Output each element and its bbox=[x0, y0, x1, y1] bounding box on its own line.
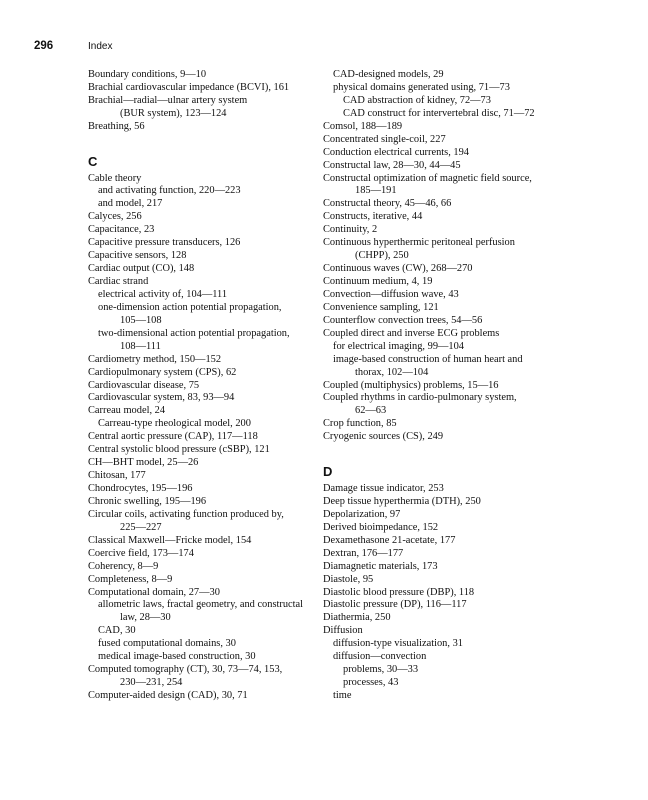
index-entry: Coupled direct and inverse ECG problems bbox=[323, 327, 500, 339]
index-entry: Convenience sampling, 121 bbox=[323, 301, 439, 313]
index-entry: Boundary conditions, 9—10 bbox=[88, 69, 207, 80]
index-entry: Brachial cardiovascular impedance (BCVI), 161 bbox=[88, 81, 290, 93]
index-entry: Cardiometry method, 150—152 bbox=[88, 353, 222, 365]
index-entry: Continuous hyperthermic peritoneal perfusion bbox=[323, 237, 515, 249]
index-entry-continuation: 105—108 bbox=[120, 314, 162, 326]
index-subentry: for electrical imaging, 99—104 bbox=[333, 340, 464, 352]
index-entry: Circular coils, activating function produced by, bbox=[88, 508, 284, 520]
index-subentry: time bbox=[333, 690, 352, 702]
index-entry-continuation: (BUR system), 123—124 bbox=[120, 107, 227, 119]
index-entry-continuation: 62—63 bbox=[355, 405, 387, 417]
index-entry: Capacitive pressure transducers, 126 bbox=[88, 237, 241, 249]
index-entry: Coherency, 8—9 bbox=[88, 560, 159, 572]
index-entry: Capacitance, 23 bbox=[88, 224, 155, 236]
index-entry: Computer-aided design (CAD), 30, 71 bbox=[88, 690, 248, 702]
index-entry: Chondrocytes, 195—196 bbox=[88, 483, 193, 495]
index-subentry: diffusion—convection bbox=[333, 651, 427, 663]
index-entry-continuation: thorax, 102—104 bbox=[355, 366, 429, 378]
index-entry: Coupled (multiphysics) problems, 15—16 bbox=[323, 379, 499, 391]
index-entry: Concentrated single-coil, 227 bbox=[323, 133, 446, 145]
index-entry: Diastolic blood pressure (DBP), 118 bbox=[323, 586, 475, 598]
index-entry: Continuity, 2 bbox=[323, 224, 378, 236]
index-entry: Diathermia, 250 bbox=[323, 612, 391, 624]
index-entry: Coupled rhythms in cardio-pulmonary system, bbox=[323, 392, 517, 404]
index-subentry: and model, 217 bbox=[98, 198, 163, 210]
index-subentry: electrical activity of, 104—111 bbox=[98, 288, 228, 300]
running-head: Index bbox=[88, 41, 113, 52]
index-entry: CH—BHT model, 25—26 bbox=[88, 457, 199, 469]
index-subentry: CAD, 30 bbox=[98, 625, 136, 637]
index-entry: Computational domain, 27—30 bbox=[88, 586, 220, 598]
index-entry: Cable theory bbox=[88, 172, 142, 184]
index-entry: Capacitive sensors, 128 bbox=[88, 250, 187, 262]
index-entry: Cardiovascular system, 83, 93—94 bbox=[88, 392, 235, 404]
index-entry: Crop function, 85 bbox=[323, 418, 397, 430]
index-entry-continuation: 225—227 bbox=[120, 521, 162, 533]
index-entry: Constructs, iterative, 44 bbox=[323, 211, 423, 223]
index-entry-continuation: law, 28—30 bbox=[120, 612, 171, 624]
page-number: 296 bbox=[34, 40, 54, 52]
index-entry: Central systolic blood pressure (cSBP), 121 bbox=[88, 444, 270, 456]
index-entry: Continuous waves (CW), 268—270 bbox=[323, 263, 473, 275]
index-entry: Diastole, 95 bbox=[323, 573, 374, 585]
index-subentry: CAD-designed models, 29 bbox=[333, 69, 444, 80]
index-subentry: and activating function, 220—223 bbox=[98, 185, 241, 197]
index-entry: Cardiopulmonary system (CPS), 62 bbox=[88, 366, 237, 378]
index-column-right bbox=[323, 69, 555, 703]
index-entry: Derived bioimpedance, 152 bbox=[323, 521, 439, 533]
index-entry: Brachial—radial—ulnar artery system bbox=[88, 94, 248, 106]
section-gap bbox=[323, 444, 555, 457]
index-entry: Cardiovascular disease, 75 bbox=[88, 379, 200, 391]
index-entry: Cardiac strand bbox=[88, 276, 149, 288]
index-entry: Constructal theory, 45—46, 66 bbox=[323, 198, 452, 210]
index-subentry: CAD abstraction of kidney, 72—73 bbox=[343, 94, 491, 106]
index-subentry: medical image-based construction, 30 bbox=[98, 651, 256, 663]
index-entry: Constructal law, 28—30, 44—45 bbox=[323, 159, 461, 171]
index-entry: Counterflow convection trees, 54—56 bbox=[323, 314, 483, 326]
index-entry: Diastolic pressure (DP), 116—117 bbox=[323, 599, 467, 611]
index-entry: Chronic swelling, 195—196 bbox=[88, 495, 207, 507]
index-entry-continuation: 185—191 bbox=[355, 185, 397, 197]
index-entry: Convection—diffusion wave, 43 bbox=[323, 288, 459, 300]
index-entry: Breathing, 56 bbox=[88, 120, 145, 132]
section-letter: D bbox=[323, 464, 333, 480]
index-subentry: problems, 30—33 bbox=[343, 664, 419, 676]
index-subentry: two-dimensional action potential propagation, bbox=[98, 327, 290, 339]
section-letter: C bbox=[88, 153, 98, 169]
index-entry: Damage tissue indicator, 253 bbox=[323, 483, 444, 495]
index-entry: Constructal optimization of magnetic field source, bbox=[323, 172, 532, 184]
index-subentry: fused computational domains, 30 bbox=[98, 638, 236, 650]
index-entry: Continuum medium, 4, 19 bbox=[323, 276, 433, 287]
index-entry: Chitosan, 177 bbox=[88, 470, 146, 482]
index-entry: Diffusion bbox=[323, 625, 363, 637]
index-subentry: allometric laws, fractal geometry, and constructal bbox=[98, 599, 304, 611]
index-entry-continuation: 230—231, 254 bbox=[120, 677, 183, 689]
index-entry: Calyces, 256 bbox=[88, 211, 142, 223]
index-entry-continuation: 108—111 bbox=[120, 340, 161, 352]
index-entry: Depolarization, 97 bbox=[323, 508, 401, 520]
index-entry: Completeness, 8—9 bbox=[88, 573, 173, 585]
index-subentry: processes, 43 bbox=[343, 677, 399, 689]
index-entry: Dextran, 176—177 bbox=[323, 547, 404, 559]
index-entry: Central aortic pressure (CAP), 117—118 bbox=[88, 431, 258, 443]
index-entry: Comsol, 188—189 bbox=[323, 120, 403, 132]
index-entry: Conduction electrical currents, 194 bbox=[323, 146, 469, 158]
section-gap bbox=[88, 134, 314, 147]
index-column-left bbox=[88, 69, 314, 703]
index-subentry: image-based construction of human heart and bbox=[333, 353, 523, 365]
index-entry: Cryogenic sources (CS), 249 bbox=[323, 431, 444, 443]
index-entry: Diamagnetic materials, 173 bbox=[323, 560, 438, 572]
index-subentry: physical domains generated using, 71—73 bbox=[333, 81, 510, 93]
index-subentry: Carreau-type rheological model, 200 bbox=[98, 418, 251, 430]
index-subentry: CAD construct for intervertebral disc, 71—72 bbox=[343, 107, 535, 119]
index-entry: Dexamethasone 21-acetate, 177 bbox=[323, 534, 456, 546]
index-subentry: one-dimension action potential propagation, bbox=[98, 301, 282, 313]
index-entry: Carreau model, 24 bbox=[88, 405, 166, 417]
index-entry: Computed tomography (CT), 30, 73—74, 153, bbox=[88, 664, 283, 676]
index-entry-continuation: (CHPP), 250 bbox=[355, 250, 409, 262]
index-entry: Coercive field, 173—174 bbox=[88, 547, 194, 559]
index-entry: Cardiac output (CO), 148 bbox=[88, 263, 195, 275]
index-subentry: diffusion-type visualization, 31 bbox=[333, 638, 463, 650]
index-entry: Classical Maxwell—Fricke model, 154 bbox=[88, 534, 252, 546]
index-entry: Deep tissue hyperthermia (DTH), 250 bbox=[323, 495, 481, 507]
